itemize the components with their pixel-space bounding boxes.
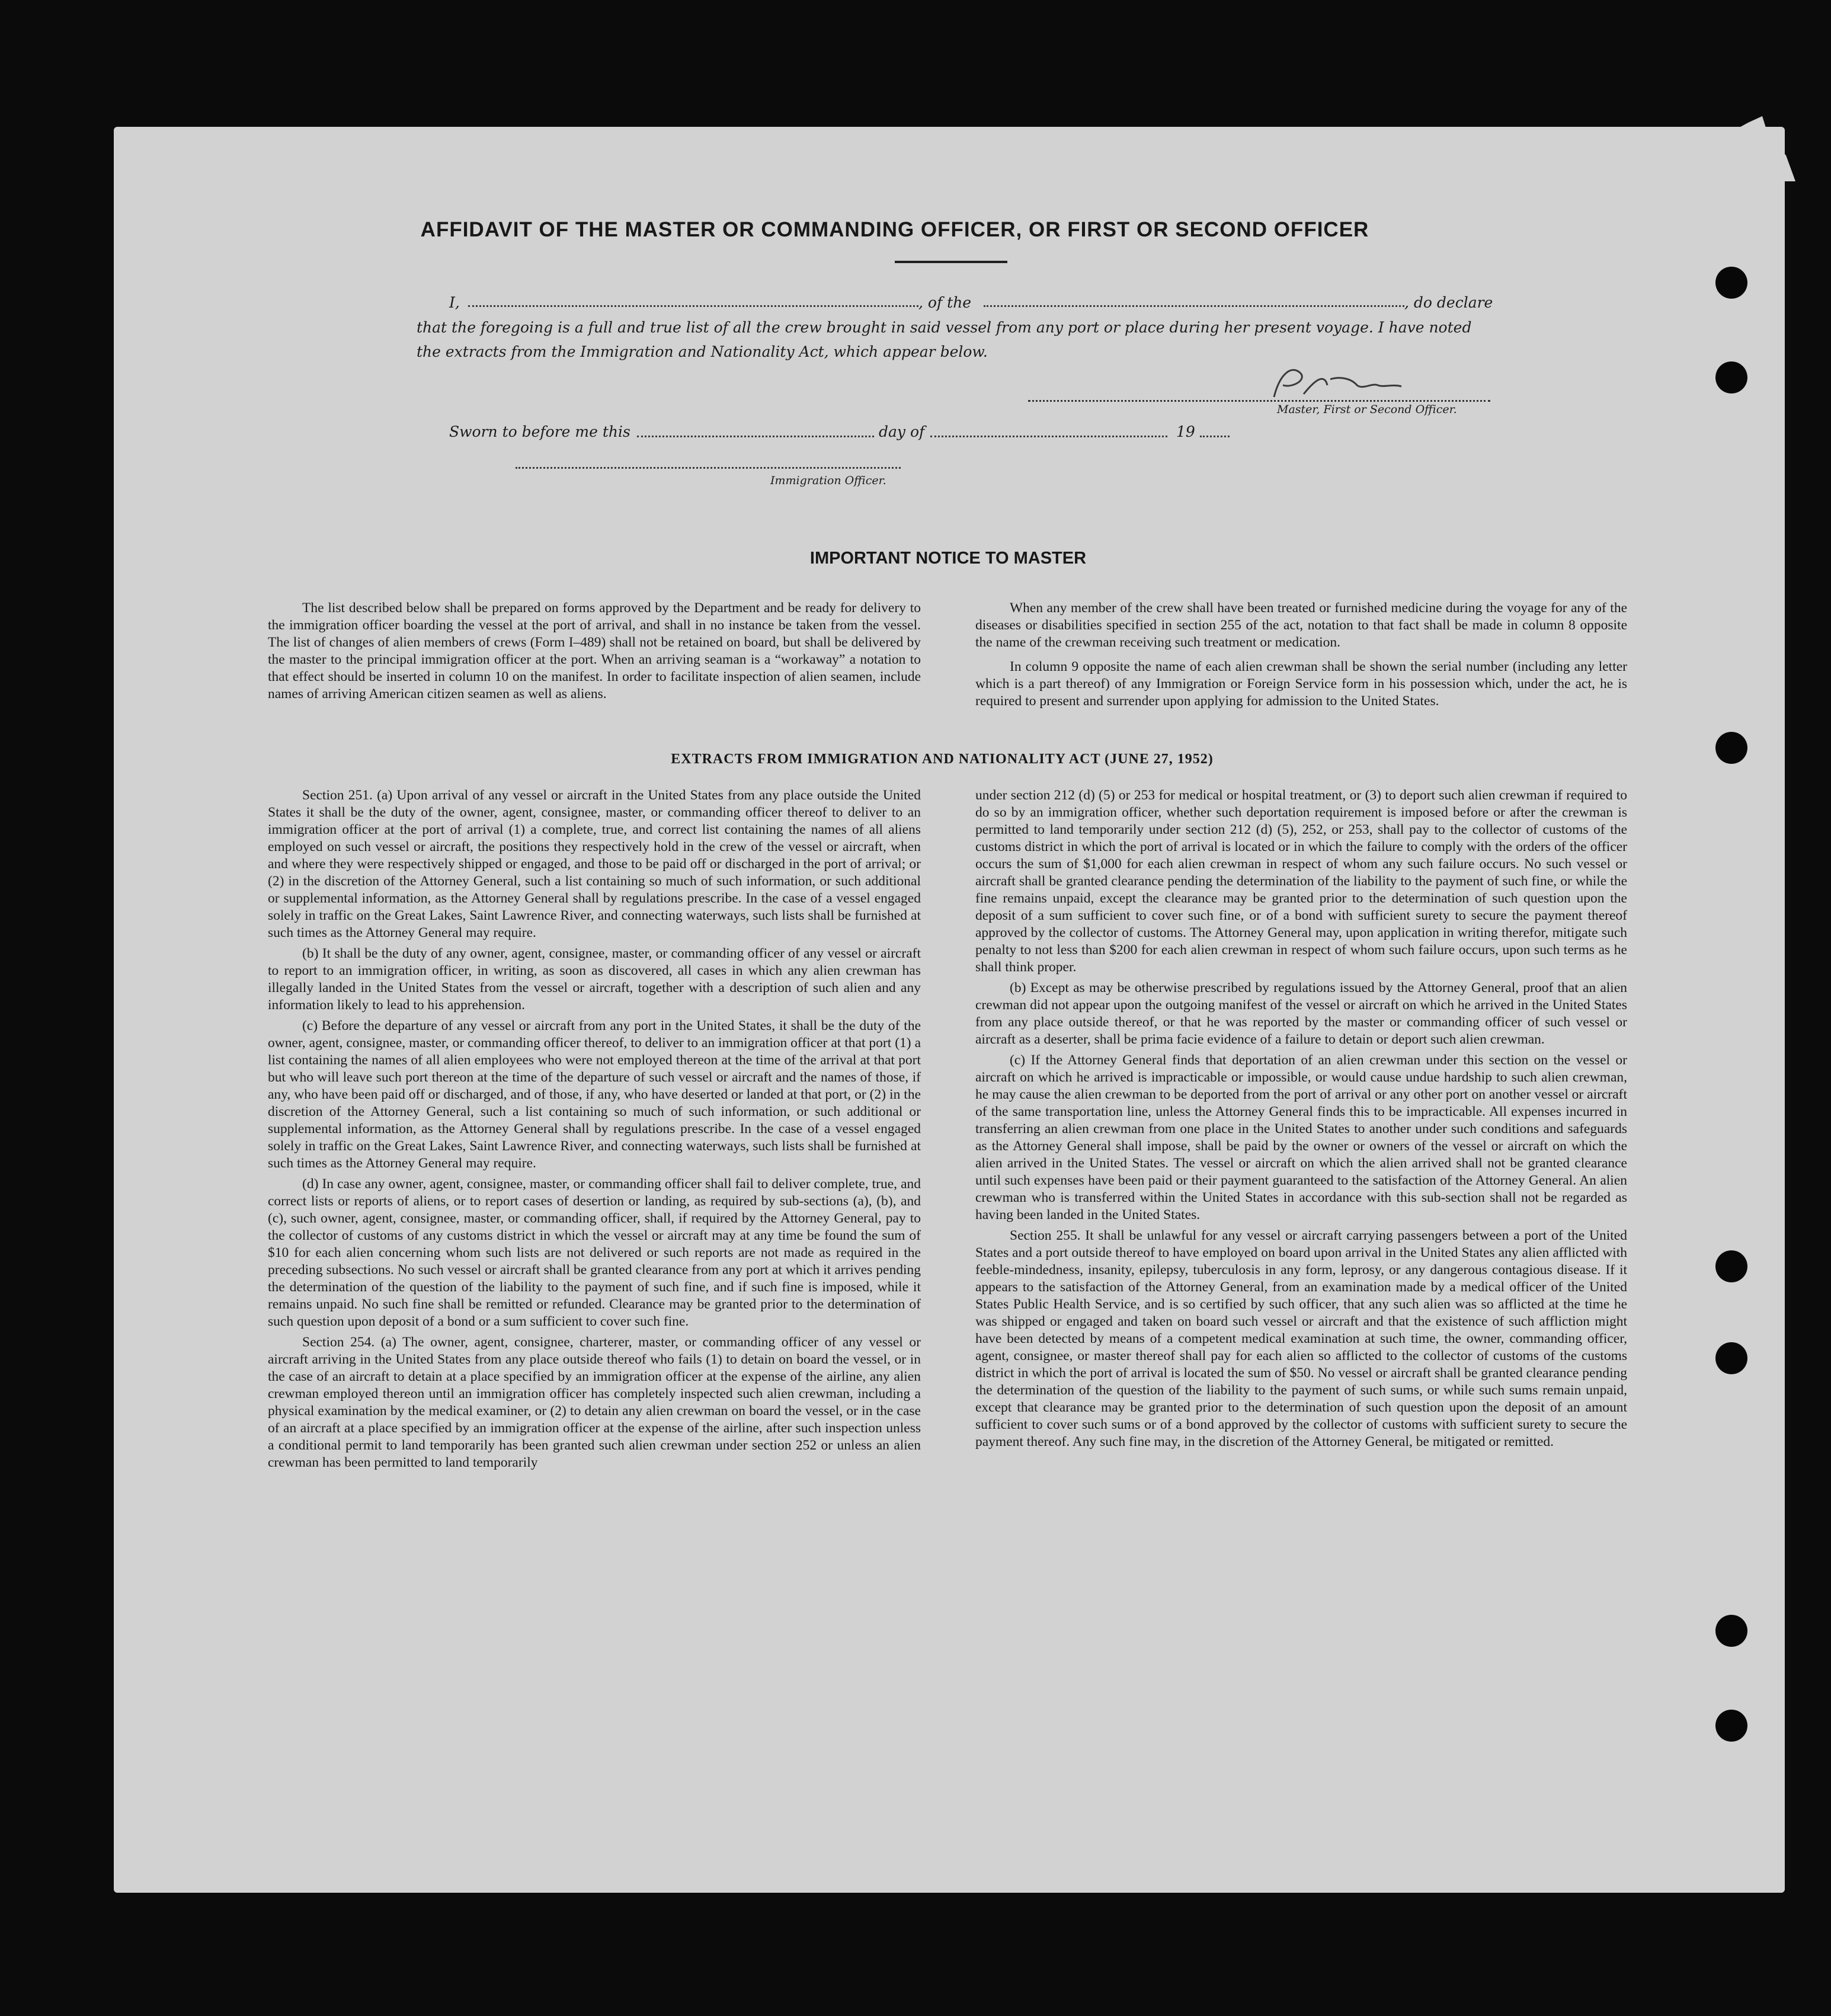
notice-left-paragraph: The list described below shall be prepared on forms approved by the Department and be ready for delivery to the immigration officer boarding the vessel at the port of arrival, and shall in no instance be taken from the vessel. The list of changes of alien members of crews (Form I–489) shall not be retained on board, but shall be delivered by the master to the principal immigration officer at the port. When an arriving seaman is a “workaway” a notation to that effect should be inserted in column 10 on the manifest. In order to facilitate inspection of alien seamen, include names of arriving American citizen seamen as well as aliens. bbox=[268, 600, 921, 702]
section-254a: Section 254. (a) The owner, agent, consignee, charterer, master, or commanding officer of any vessel or aircraft arriving in the United States from any place outside thereof who fails (1) to detain on board the vessel, or in the case of an aircraft to detain at a place specified by an immigration officer at the expense of the airline, any alien crewman employed thereon until an immigration officer has completely inspected such alien crewman, including a physical examination by the medical examiner, or (2) to detain any alien crewman on board the vessel, or in the case of an aircraft at a place specified by an immigration officer at the expense of the airline, after such inspection unless a conditional permit to land temporarily has been granted such alien crewman under section 252 or unless an alien crewman has been permitted to land temporarily bbox=[268, 1335, 921, 1470]
binder-hole bbox=[1715, 732, 1747, 764]
officer-signature-line bbox=[516, 465, 901, 469]
notice-right-paragraph: In column 9 opposite the name of each alien crewman shall be shown the serial number (including any letter which is a part thereof) of any Immigration or Foreign Service form in his possession which, under the act, he is required to present and surrender upon applying for admission to the United States. bbox=[975, 659, 1627, 709]
signature bbox=[1268, 361, 1404, 403]
affidavit-title: AFFIDAVIT OF THE MASTER OR COMMANDING OFFICER, OR FIRST OR SECOND OFFICER bbox=[420, 218, 1369, 241]
year-blank bbox=[1200, 434, 1230, 437]
sworn-month-blank bbox=[930, 434, 1167, 437]
binder-hole bbox=[1715, 361, 1747, 393]
signer-label: Master, First or Second Officer. bbox=[1277, 403, 1457, 416]
year-label: 19 bbox=[1176, 423, 1195, 440]
section-254c: (c) If the Attorney General finds that deportation of an alien crewman under this section on the vessel or aircraft on which he arrived is impracticable or impossible, or would cause undue hardship to such alien crewman, he may cause the alien crewman to be deported from the port of arrival or any other port on another vessel or aircraft of the same transportation line, unless the Attorney General finds this to be impracticable. All expenses incurred in transferring an alien crewman from one place in the United States to another under such conditions and safeguards as the Attorney General shall impose, shall be paid by the owner or owners of the vessel or aircraft on which the alien arrived in the United States. The vessel or aircraft on which the alien arrived shall not be granted clearance until such expenses have been paid or their payment guaranteed to the satisfaction of the Attorney General. An alien crewman who is transferred within the United States in accordance with this sub-section shall not be regarded as having been landed in the United States. bbox=[975, 1052, 1627, 1223]
extracts-left-column bbox=[268, 787, 921, 1475]
name-blank bbox=[468, 303, 918, 307]
section-254a-continued: under section 212 (d) (5) or 253 for medical or hospital treatment, or (3) to deport such alien crewman if required to do so by an immigration officer, whether such deportation requirement is imposed before or after the crewman is permitted to land temporarily under section 212 (d) (5), 252, or 253, shall pay to the collector of customs of the customs district in which the port of arrival is located or in which the failure to comply with the orders of the officer occurs the sum of $1,000 for each alien crewman in respect of whom any such failure occurs. No such vessel or aircraft shall be granted clearance pending the determination of the liability to the payment of such fine, or while the fine remains unpaid, except the clearance may be granted prior to the determination of such question upon the deposit of a sum sufficient to cover such fine, or of a bond with sufficient surety to secure the payment thereof approved by the collector of customs. The Attorney General may, upon application in writing therefor, mitigate such penalty to not less than $200 for each alien crewman in respect of whom such failure occurs, upon such terms as he shall think proper. bbox=[975, 788, 1627, 975]
section-251d: (d) In case any owner, agent, consignee, master, or commanding officer shall fail to deliver complete, true, and correct lists or reports of aliens, or to report cases of desertion or landing, as required by sub-sections (a), (b), and (c), such owner, agent, consignee, master, or commanding officer, shall, if required by the Attorney General, pay to the collector of customs of any customs district in which the vessel or aircraft may at any time be found the sum of $10 for each alien concerning whom such lists are not delivered or such reports are not made as required in the preceding subsections. No such vessel or aircraft shall be granted clearance from any port at which it arrives pending the determination of the question of the liability to the payment of such fine, and if such fine is imposed, while it remains unpaid. No such fine shall be remitted or refunded. Clearance may be granted prior to the determination of such question upon deposit of a bond or a sum sufficient to cover such fine. bbox=[268, 1176, 921, 1329]
notice-title: IMPORTANT NOTICE TO MASTER bbox=[809, 549, 1087, 568]
binder-hole bbox=[1715, 267, 1747, 299]
notice-right-paragraph: When any member of the crew shall have been treated or furnished medicine during the voyage for any of the diseases or disabilities specified in section 255 of the act, notation to that fact shall be made in column 8 opposite the name of the crewman receiving such treatment or medication. bbox=[975, 600, 1627, 650]
sworn-day-blank bbox=[637, 434, 874, 437]
section-251a: Section 251. (a) Upon arrival of any vessel or aircraft in the United States from any place outside the United States it shall be the duty of the owner, agent, consignee, master, or commanding officer thereof to deliver to an immigration officer at the port of arrival (1) a complete, true, and correct list containing the names of all aliens employed on such vessel or aircraft, the positions they respectively hold in the crew of the vessel or aircraft, when and where they were respectively shipped or engaged, and those to be paid off or discharged in the port of arrival; or (2) in the discretion of the Attorney General, such a list containing so much of such information, or such additional or supplemental information, as the Attorney General shall by regulations prescribe. In the case of a vessel engaged solely in traffic on the Great Lakes, Saint Lawrence River, and connecting waterways, such lists shall be furnished at such times as the Attorney General may require. bbox=[268, 788, 921, 940]
binder-hole bbox=[1715, 1710, 1747, 1742]
declaration-line-2: the extracts from the Immigration and Nationality Act, which appear below. bbox=[417, 343, 988, 360]
binder-hole bbox=[1715, 1250, 1747, 1282]
affidavit-i-label: I, bbox=[449, 294, 460, 311]
sworn-label: Sworn to before me this bbox=[449, 423, 630, 440]
section-255: Section 255. It shall be unlawful for any vessel or aircraft carrying passengers between a port of the United States and a port outside thereof to have employed on board upon arrival in the United States any alien afflicted with feeble-mindedness, insanity, epilepsy, tuberculosis in any form, leprosy, or any dangerous contagious disease. If it appears to the satisfaction of the Attorney General, from an examination made by a medical officer of the United States Public Health Service, and is so certified by such officer, that any such alien was so afflicted at the time he was shipped or engaged and taken on board such vessel or aircraft and that the existence of such affliction might have been detected by means of a competent medical examination at such time, the owner, commanding officer, agent, consignee, or master thereof shall pay for each alien so afflicted to the collector of customs of the customs district in which the port of arrival is located the sum of $50. No vessel or aircraft shall be granted clearance pending the determination of the question of the liability to the payment of such sums, or while such sums remain unpaid, except that clearance may be granted prior to the determination of such question upon the deposit of an amount sufficient to cover such sums or of a bond approved by the collector of customs with sufficient surety to secure the payment thereof. Any such fine may, in the discretion of the Attorney General, be mitigated or remitted. bbox=[975, 1228, 1627, 1449]
notice-right-column bbox=[975, 600, 1627, 713]
title-rule bbox=[895, 261, 1007, 263]
do-declare-label: , do declare bbox=[1404, 294, 1493, 311]
vessel-blank bbox=[984, 303, 1404, 307]
notice-left-column bbox=[268, 600, 921, 706]
section-251c: (c) Before the departure of any vessel or aircraft from any port in the United States, it shall be the duty of the owner, agent, consignee, master, or commanding officer thereof, to deliver to an immigration officer at that port (1) a list containing the names of all alien employees who were not employed thereon at the time of the arrival at that port but who will leave such port thereon at the time of the departure of such vessel or aircraft and the names of those, if any, who have been paid off or discharged, and of those, if any, who have deserted or landed at that port, or (2) in the discretion of the Attorney General, such a list containing so much of such information, or such additional or supplemental information, as the Attorney General shall by regulations prescribe. In the case of a vessel engaged solely in traffic on the Great Lakes, Saint Lawrence River, and connecting waterways, such lists shall be furnished at such times as the Attorney General may require. bbox=[268, 1018, 921, 1171]
extracts-right-column bbox=[975, 787, 1627, 1454]
signature-line bbox=[1028, 398, 1490, 402]
officer-label: Immigration Officer. bbox=[770, 474, 886, 487]
of-the-label: , of the bbox=[918, 294, 972, 311]
extracts-title: EXTRACTS FROM IMMIGRATION AND NATIONALITY ACT (JUNE 27, 1952) bbox=[671, 751, 1214, 767]
binder-hole bbox=[1715, 1342, 1747, 1374]
declaration-line-1: that the foregoing is a full and true list of all the crew brought in said vessel from any port or place during her present voyage. I have noted bbox=[417, 319, 1472, 336]
torn-corner bbox=[1677, 116, 1795, 181]
day-of-label: day of bbox=[879, 423, 925, 440]
section-251b: (b) It shall be the duty of any owner, agent, consignee, master, or commanding officer of any vessel or aircraft to report to an immigration officer, in writing, as soon as discovered, all cases in which any alien crewman has illegally landed in the United States from the vessel or aircraft, together with a description of such alien and any information likely to lead to his apprehension. bbox=[268, 946, 921, 1013]
binder-hole bbox=[1715, 1615, 1747, 1647]
section-254b: (b) Except as may be otherwise prescribed by regulations issued by the Attorney General, proof that an alien crewman did not appear upon the outgoing manifest of the vessel or aircraft on which he arrived in the United States from any place outside thereof, or that he was reported by the master or commanding officer of such vessel or aircraft as a deserter, shall be prima facie evidence of a failure to detain or deport such alien crewman. bbox=[975, 980, 1627, 1047]
